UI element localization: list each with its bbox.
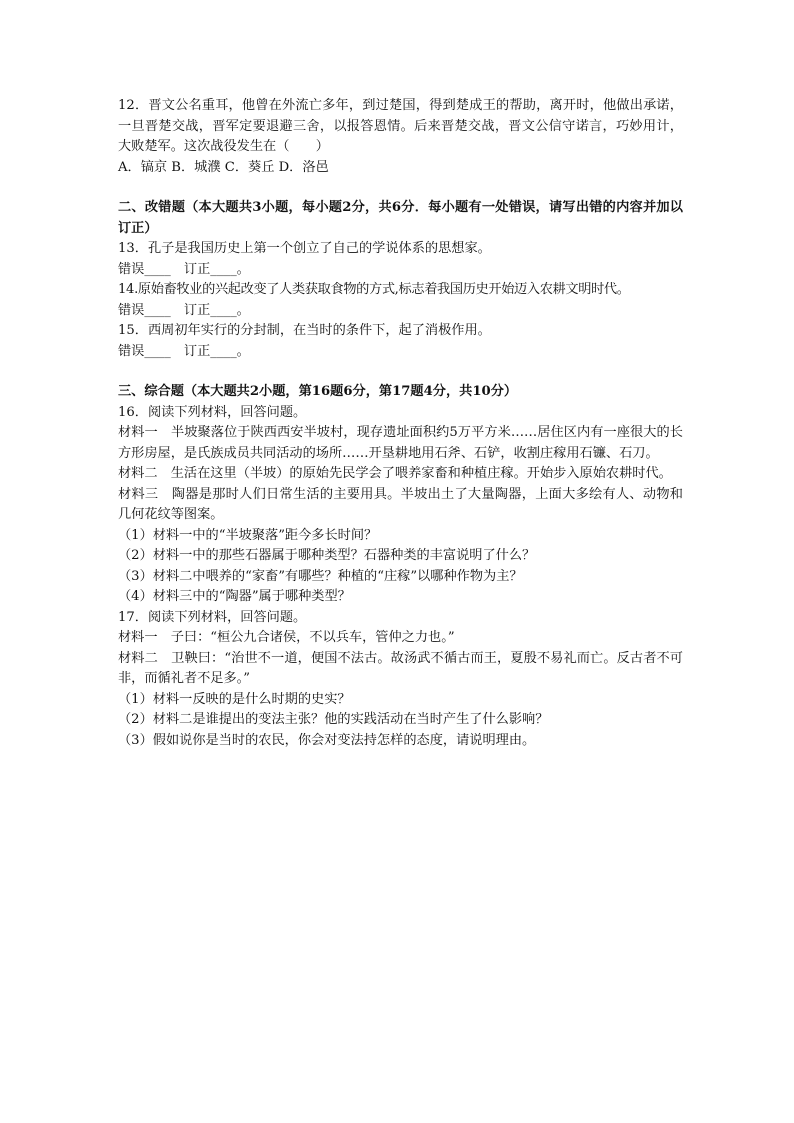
- question-16-material-3: 材料三 陶器是那时人们日常生活的主要用具。半坡出土了大量陶器，上面大多绘有人、动物和几何花纹等图案。: [118, 486, 683, 522]
- question-17-intro: 17．阅读下列材料，回答问题。: [118, 609, 307, 625]
- question-12: [118, 96, 683, 178]
- question-13-stem: 13．孔子是我国历史上第一个创立了自己的学说体系的思想家。: [118, 241, 491, 256]
- section-2-heading: 二、改错题（本大题共3小题，每小题2分，共6分．每小题有一处错误，请写出错的内容并加以订正）: [118, 200, 683, 236]
- question-16-sub-1: （1）材料一中的“半坡聚落”距今多长时间？: [118, 527, 378, 543]
- section-comprehensive: [118, 382, 683, 751]
- question-16: [118, 403, 683, 608]
- question-17-sub-3: （3）假如说你是当时的农民，你会对变法持怎样的态度，请说明理由。: [118, 732, 536, 748]
- question-16-sub-3: （3）材料二中喂养的“家畜”有哪些？种植的“庄稼”以哪种作物为主？: [118, 568, 523, 584]
- question-12-stem: 12．晋文公名重耳，他曾在外流亡多年，到过楚国，得到楚成王的帮助，离开时，他做出承诺，一旦晋楚交战，晋军定要退避三舍，以报答恩情。后来晋楚交战，晋文公信守诺言，巧妙用计，大败楚军。这次战役发生在（ ）: [118, 98, 683, 154]
- question-16-intro: 16．阅读下列材料，回答问题。: [118, 404, 307, 420]
- question-17-material-2: 材料二 卫鞅曰：“治世不一道，便国不法古。故汤武不循古而王，夏殷不易礼而亡。反古者不可非，而循礼者不足多。”: [118, 650, 683, 686]
- question-13-answer: 错误____ 订正____。: [118, 261, 250, 277]
- question-14-stem: 14.原始畜牧业的兴起改变了人类获取食物的方式,标志着我国历史开始迈入农耕文明时代。: [118, 282, 630, 297]
- question-17-material-1: 材料一 子曰：“桓公九合诸侯，不以兵车，管仲之力也。”: [118, 630, 455, 645]
- question-15-answer: 错误____ 订正____。: [118, 343, 250, 359]
- question-16-sub-2: （2）材料一中的那些石器属于哪种类型？石器种类的丰富说明了什么？: [118, 548, 536, 563]
- question-15-stem: 15．西周初年实行的分封制，在当时的条件下，起了消极作用。: [118, 323, 491, 338]
- question-17-sub-1: （1）材料一反映的是什么时期的史实？: [118, 691, 351, 707]
- section-correction: [118, 198, 683, 362]
- question-17-sub-2: （2）材料二是谁提出的变法主张？他的实践活动在当时产生了什么影响？: [118, 712, 549, 727]
- question-16-sub-4: （4）材料三中的“陶器”属于哪种类型？: [118, 589, 351, 604]
- spacer: [118, 178, 683, 198]
- question-17: [118, 608, 683, 752]
- question-16-material-1: 材料一 半坡聚落位于陕西西安半坡村，现存遗址面积约5万平方米……居住区内有一座很大的长方形房屋，是氏族成员共同活动的场所……开垦耕地用石斧、石铲，收割庄稼用石镰、石刀。: [118, 425, 683, 461]
- spacer: [118, 362, 683, 382]
- question-14-answer: 错误____ 订正____。: [118, 302, 250, 318]
- question-12-options: A．镐京 B．城濮 C．葵丘 D．洛邑: [118, 159, 329, 175]
- question-16-material-2: 材料二 生活在这里（半坡）的原始先民学会了喂养家畜和种植庄稼。开始步入原始农耕时代。: [118, 466, 672, 481]
- section-3-heading: 三、综合题（本大题共2小题，第16题6分，第17题4分，共10分）: [118, 384, 518, 399]
- exam-page: [118, 96, 683, 751]
